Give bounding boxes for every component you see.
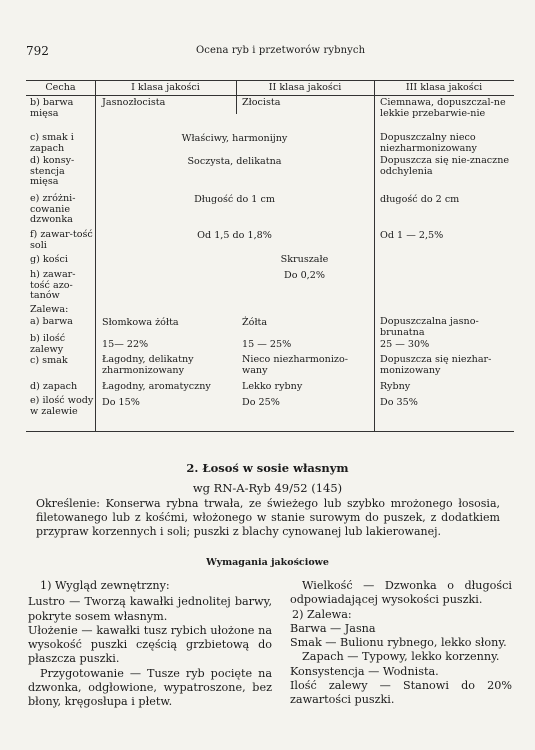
table-cell: Dopuszcza się nie-znaczne odchylenia — [380, 155, 510, 177]
paragraph: Przygotowanie — Tusze ryb pocięte na dzwonka, odgłowione, wypatroszone, bez błony, kręgosłupa i płetw. — [28, 666, 272, 709]
table-cell: Od 1 — 2,5% — [380, 230, 444, 241]
table-top-rule — [26, 80, 514, 81]
table-cell: Łagodny, delikatny zharmonizowany — [102, 354, 194, 376]
row-label: e) ilość wody w zalewie — [30, 395, 94, 417]
table-cell: Właściwy, harmonijny — [181, 133, 288, 144]
table-cell: Lekko rybny — [242, 381, 303, 392]
paragraph: Ilość zalewy — Stanowi do 20% zawartości puszki. — [290, 679, 512, 707]
column-header: I klasa jakości — [131, 82, 200, 93]
paragraph: Konsystencja — Wodnista. — [290, 664, 439, 678]
table-cell: Jasnozłocista — [102, 97, 166, 108]
paragraph: Ułożenie — kawałki tusz rybich ułożone na wysokość puszki częścią grzbietową do płaszcza puszki. — [28, 623, 272, 666]
table-cell: Łagodny, aromatyczny — [102, 381, 211, 392]
paragraph: Smak — Bulionu rybnego, lekko słony. — [290, 636, 507, 650]
table-cell: 15— 22% — [102, 339, 149, 350]
section-standard: wg RN-A-Ryb 49/52 (145) — [192, 481, 343, 495]
row-label: d) zapach — [30, 381, 78, 392]
table-cell: Dopuszczalna jasno-brunatna — [380, 316, 479, 338]
requirements-heading: Wymagania jakościowe — [206, 557, 329, 568]
row-label: h) zawar-tość azo-tanów — [30, 269, 76, 301]
row-label: c) smak — [30, 355, 68, 366]
table-bottom-rule — [26, 431, 514, 432]
row-label: a) barwa — [30, 316, 73, 327]
column-header: III klasa jakości — [405, 82, 483, 93]
table-cell: 25 — 30% — [380, 339, 430, 350]
table-cell: Dopuszczalny nieco niezharmonizowany — [380, 132, 477, 154]
table-cell: Ciemnawa, dopuszczal-ne lekkie przebarwie-nie — [380, 97, 506, 119]
paragraph: Wielkość — Dzwonka o długości odpowiadającej wysokości puszki. — [290, 579, 512, 607]
right-column — [290, 579, 512, 708]
row-label: f) zawar-tość soli — [30, 229, 93, 251]
row-label: g) kości — [30, 254, 68, 265]
row-label: c) smak i zapach — [30, 132, 74, 154]
section-title: 2. Łosoś w sosie własnym — [186, 461, 349, 475]
table-cell: Soczysta, delikatna — [187, 156, 282, 167]
table-cell: Do 0,2% — [284, 270, 325, 281]
left-column — [28, 579, 272, 710]
table-cell: Długość do 1 cm — [194, 194, 275, 205]
table-cell: Słomkowa żółta — [102, 317, 179, 328]
paragraph: Lustro — Tworzą kawałki jednolitej barwy, pokryte sosem własnym. — [28, 595, 272, 623]
row-label: Zalewa: — [30, 304, 69, 315]
page-header — [26, 44, 508, 58]
paragraph: Zapach — Typowy, lekko korzenny. — [302, 650, 500, 664]
table-cell: Nieco niezharmonizo-wany — [242, 354, 348, 376]
table-cell: Dopuszcza się niezhar-monizowany — [380, 354, 492, 376]
table-cell: Od 1,5 do 1,8% — [197, 230, 272, 241]
table-cell: Złocista — [242, 97, 281, 108]
column-header: Cecha — [45, 82, 76, 93]
table-cell: długość do 2 cm — [380, 194, 460, 205]
row-label: b) barwa mięsa — [30, 97, 74, 119]
table-cell: Do 35% — [380, 397, 418, 408]
row-label: d) konsy-stencja mięsa — [30, 155, 75, 187]
table-cell: Rybny — [380, 381, 411, 392]
running-title: Ocena ryb i przetworów rybnych — [196, 45, 366, 56]
page-number: 792 — [26, 44, 49, 58]
table-cell: 15 — 25% — [242, 339, 292, 350]
definition-paragraph: Określenie: Konserwa rybna trwała, ze świeżego lub szybko mrożonego łososia, filetowanego lub z kośćmi, włożonego w stanie surowym do puszek, z dodatkiem przypraw korzennych i soli; puszki z blachy cynowanej lub lakierowanej. — [36, 497, 500, 538]
table-cell: Do 25% — [242, 397, 280, 408]
paragraph: 2) Zalewa: — [292, 607, 352, 621]
table-cell: Do 15% — [102, 397, 140, 408]
row-label: e) zróżni-cowanie dzwonka — [30, 193, 76, 225]
row-label: b) ilość zalewy — [30, 333, 66, 355]
column-header: II klasa jakości — [268, 82, 342, 93]
table-header-rule — [26, 95, 514, 96]
quality-class-table — [26, 80, 514, 432]
paragraph: 1) Wygląd zewnętrzny: — [40, 579, 170, 592]
table-cell: Żółta — [242, 317, 268, 328]
paragraph: Barwa — Jasna — [290, 621, 376, 635]
table-cell: Skruszałe — [280, 254, 329, 265]
